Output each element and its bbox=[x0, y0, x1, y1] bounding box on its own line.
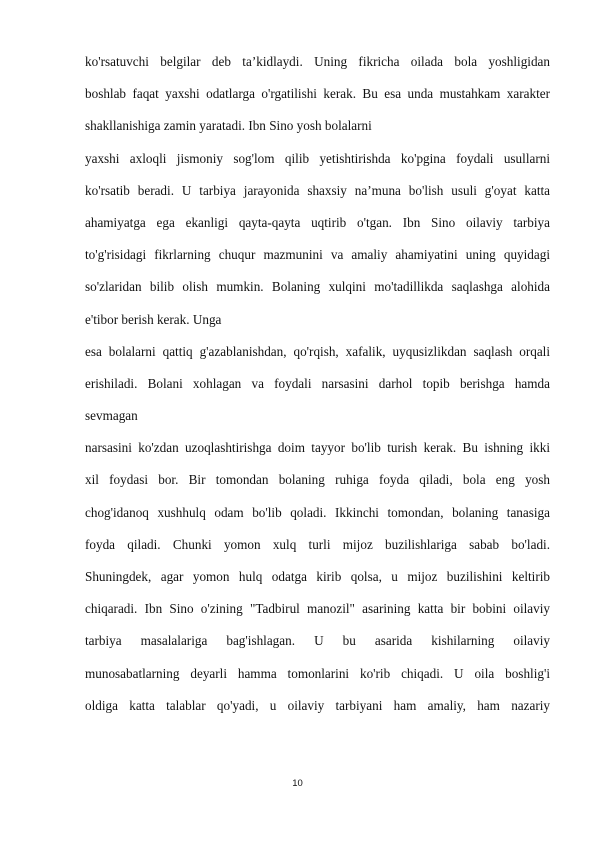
text-line: chiqaradi. Ibn Sino o'zining "Tadbirul manozil" asarining katta bir bobini oilaviy bbox=[85, 601, 550, 617]
text-line: boshlab faqat yaxshi odatlarga o'rgatilishi kerak. Bu esa unda mustahkam xarakter bbox=[85, 86, 550, 102]
text-line: ko'rsatuvchi belgilar deb ta’kidlaydi. Uning fikricha oilada bola yoshligidan bbox=[85, 54, 550, 69]
text-line: erishiladi. Bolani xohlagan va foydali narsasini darhol topib berishga hamda bbox=[85, 375, 550, 391]
text-line: oldiga katta talablar qo'yadi, u oilaviy tarbiyani ham amaliy, ham nazariy bbox=[85, 697, 550, 713]
page-number: 10 bbox=[292, 778, 303, 789]
text-line: ahamiyatga ega ekanligi qayta-qayta uqtirib o'tgan. Ibn Sino oilaviy tarbiya bbox=[85, 214, 550, 230]
text-line: chog'idanoq xushhulq odam bo'lib qoladi. Ikkinchi tomondan, bolaning tanasiga bbox=[85, 504, 550, 520]
text-line: so'zlaridan bilib olish mumkin. Bolaning xulqini mo'tadillikda saqlashga alohida bbox=[85, 279, 550, 295]
text-line: yaxshi axloqli jismoniy sog'lom qilib yetishtirishda ko'pgina foydali usullarni bbox=[85, 150, 550, 166]
text-line: narsasini ko'zdan uzoqlashtirishga doim tayyor bo'lib turish kerak. Bu ishning ikki bbox=[85, 440, 550, 456]
text-line: munosabatlarning deyarli hamma tomonlarini ko'rib chiqadi. U oila boshlig'i bbox=[85, 665, 550, 681]
text-line: ko'rsatib beradi. U tarbiya jarayonida shaxsiy na’muna bo'lish usuli g'oyat katta bbox=[85, 182, 550, 198]
text-line: sevmagan bbox=[85, 408, 138, 424]
text-line: shakllanishiga zamin yaratadi. Ibn Sino yosh bolalarni bbox=[85, 118, 372, 134]
body-text bbox=[85, 51, 550, 727]
text-line: tarbiya masalalariga bag'ishlagan. U bu asarida kishilarning oilaviy bbox=[85, 633, 550, 649]
text-line: to'g'risidagi fikrlarning chuqur mazmunini va amaliy ahamiyatini uning quyidagi bbox=[85, 247, 550, 263]
text-line: Shuningdek, agar yomon hulq odatga kirib qolsa, u mijoz buzilishini keltirib bbox=[85, 569, 550, 584]
text-line: foyda qiladi. Chunki yomon xulq turli mijoz buzilishlariga sabab bo'ladi. bbox=[85, 536, 550, 552]
text-line: e'tibor berish kerak. Unga bbox=[85, 311, 222, 327]
text-line: xil foydasi bor. Bir tomondan bolaning ruhiga foyda qiladi, bola eng yosh bbox=[85, 472, 550, 488]
text-line: esa bolalarni qattiq g'azablanishdan, qo'rqish, xafalik, uyqusizlikdan saqlash orqali bbox=[85, 343, 550, 359]
